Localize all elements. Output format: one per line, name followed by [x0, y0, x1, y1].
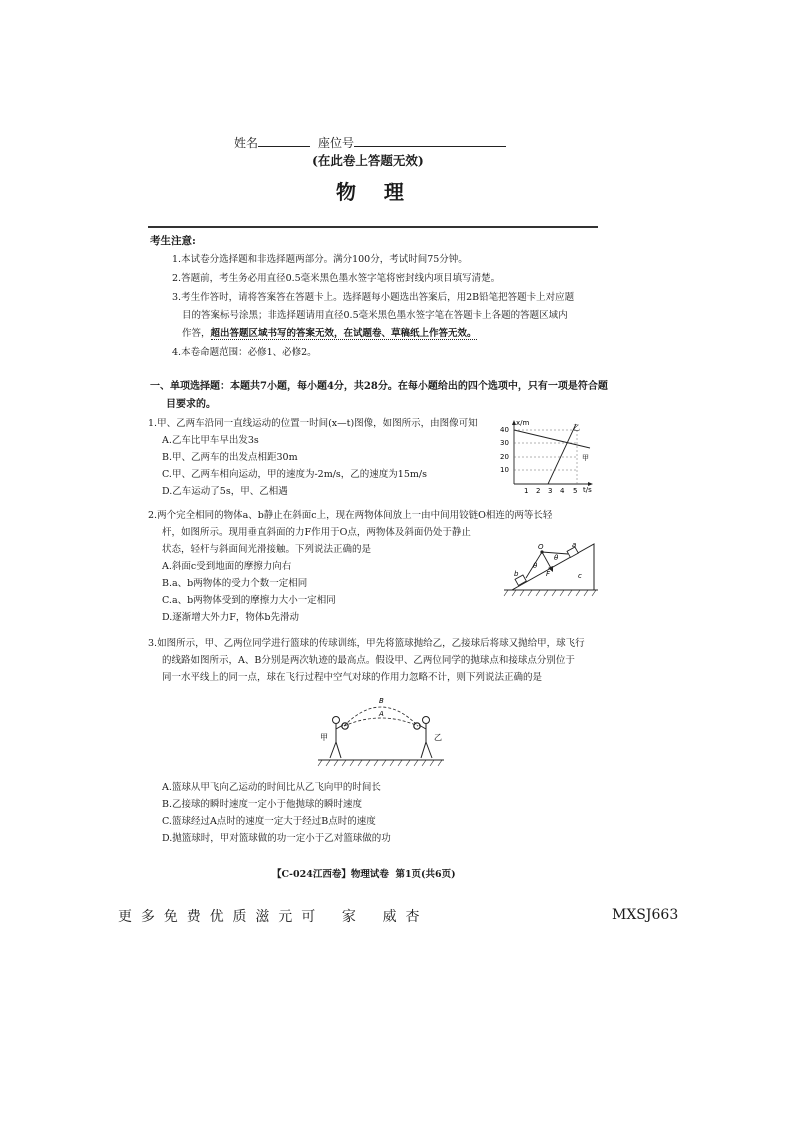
label-o: O — [538, 543, 544, 551]
q1-option-a: A.乙车比甲车早出发3s — [162, 435, 259, 446]
q2-option-a: A.斜面c受到地面的摩擦力向右 — [162, 561, 292, 572]
q1-xt-graph — [494, 418, 598, 498]
x-tick: 2 — [536, 487, 541, 495]
line-yi — [548, 424, 576, 484]
q2-option-c: C.a、b两物体受到的摩擦力大小一定相同 — [162, 595, 336, 606]
instruction-item: 4.本卷命题范围：必修1、必修2。 — [172, 347, 317, 358]
q2-stem-cont: 状态，轻杆与斜面间光滑接触。下列说法正确的是 — [162, 544, 372, 555]
y-tick: 20 — [500, 453, 509, 461]
y-tick: 40 — [500, 426, 509, 434]
x-tick: 3 — [548, 487, 553, 495]
q2-incline-figure — [502, 540, 602, 602]
y-tick: 30 — [500, 439, 509, 447]
q3-option-c: C.篮球经过A点时的速度一定大于经过B点时的速度 — [162, 816, 376, 827]
instruction-item: 目的答案标号涂黑；非选择题请用直径0.5毫米黑色墨水签字笔在答题卡上各题的答题区域内 — [182, 310, 568, 321]
label-yi: 乙 — [434, 733, 442, 742]
label-jia: 甲 — [320, 733, 328, 742]
q3-basketball-figure — [310, 694, 452, 774]
trajectory-a — [344, 718, 418, 726]
q2-stem: 2.两个完全相同的物体a、b静止在斜面c上，现在两物体间放上一由中间用铰链O相连的两等长轻 — [148, 510, 553, 521]
q1-option-d: D.乙车运动了5s，甲、乙相遇 — [162, 486, 288, 497]
ground-hatch — [504, 590, 596, 596]
q2-option-d: D.逐渐增大外力F，物体b先滑动 — [162, 612, 299, 623]
promo-text: 更 多 免 费 优 质 滋 元 可 家 威 杏 — [118, 909, 420, 925]
x-axis-label: t/s — [583, 486, 592, 494]
q1-option-c: C.甲、乙两车相向运动，甲的速度为-2m/s，乙的速度为15m/s — [162, 469, 427, 480]
ground-hatch — [318, 760, 442, 766]
section-title-cont: 目要求的。 — [166, 399, 216, 410]
instruction-item: 1.本试卷分选择题和非选择题两部分。满分100分，考试时间75分钟。 — [172, 254, 468, 265]
label-theta-left: θ — [533, 562, 538, 570]
label-a: A — [379, 710, 384, 718]
instruction-emphasis: 超出答题区域书写的答案无效，在试题卷、草稿纸上作答无效。 — [210, 328, 477, 339]
label-jia: 甲 — [582, 454, 589, 462]
q3-stem-cont: 的线路如图所示，A、B分别是两次轨迹的最高点。假设甲、乙两位同学的抛球点和接球点分别位于 — [162, 655, 575, 666]
q3-stem-cont: 同一水平线上的同一点，球在飞行过程中空气对球的作用力忽略不计，则下列说法正确的是 — [162, 672, 543, 683]
seat-label: 座位号 — [318, 136, 355, 150]
label-b: B — [379, 697, 384, 705]
name-field — [234, 134, 310, 151]
q1-option-b: B.甲、乙两车的出发点相距30m — [162, 452, 298, 463]
name-blank — [258, 134, 310, 147]
seat-field — [318, 134, 506, 151]
q3-option-d: D.抛篮球时，甲对篮球做的功一定小于乙对篮球做的功 — [162, 833, 391, 844]
notice: (在此卷上答题无效) — [312, 153, 424, 168]
instruction-item-line: 作答，超出答题区域书写的答案无效，在试题卷、草稿纸上作答无效。 — [182, 328, 477, 339]
line-jia — [514, 430, 590, 448]
x-tick: 5 — [573, 487, 578, 495]
x-tick: 4 — [560, 487, 565, 495]
title-rule — [148, 226, 598, 228]
seat-blank — [354, 134, 506, 147]
q1-stem: 1.甲、乙两车沿同一直线运动的位置一时间(x—t)图像，如图所示，由图像可知 — [148, 418, 478, 429]
instruction-item: 2.答题前，考生务必用直径0.5毫米黑色墨水签字笔将密封线内项目填写清楚。 — [172, 273, 501, 284]
student-jia — [330, 717, 343, 759]
q3-option-b: B.乙接球的瞬时速度一定小于他抛球的瞬时速度 — [162, 799, 363, 810]
label-f: F — [546, 570, 551, 578]
x-tick: 1 — [524, 487, 529, 495]
label-theta-right: θ — [554, 554, 559, 562]
name-label: 姓名 — [234, 136, 259, 150]
section-title: 一、单项选择题：本题共7小题，每小题4分，共28分。在每小题给出的四个选项中，只有一项是符合题 — [150, 381, 608, 392]
instructions-title: 考生注意: — [150, 235, 196, 247]
y-axis-label: x/m — [516, 419, 530, 427]
page-title: 物 理 — [336, 180, 404, 204]
doc-code: MXSJ663 — [612, 907, 679, 923]
label-yi: 乙 — [573, 424, 580, 432]
y-tick: 10 — [500, 466, 509, 474]
instruction-item: 3.考生作答时，请将答案答在答题卡上。选择题每小题选出答案后，用2B铅笔把答题卡上对应题 — [172, 292, 575, 303]
student-yi — [419, 717, 432, 759]
label-c: c — [578, 572, 582, 580]
page-footer: 【C-024江西卷】物理试卷 第1页(共6页) — [272, 869, 456, 880]
q3-option-a: A.篮球从甲飞向乙运动的时间比从乙飞向甲的时间长 — [162, 782, 381, 793]
q2-stem-cont: 杆，如图所示。现用垂直斜面的力F作用于O点，两物体及斜面仍处于静止 — [162, 527, 471, 538]
label-b: b — [514, 570, 519, 578]
q3-stem: 3.如图所示，甲、乙两位同学进行篮球的传球训练，甲先将篮球抛给乙，乙接球后将球又抛给甲，球飞行 — [148, 638, 585, 649]
label-a: a — [572, 541, 577, 549]
q2-option-b: B.a、b两物体的受力个数一定相同 — [162, 578, 308, 589]
